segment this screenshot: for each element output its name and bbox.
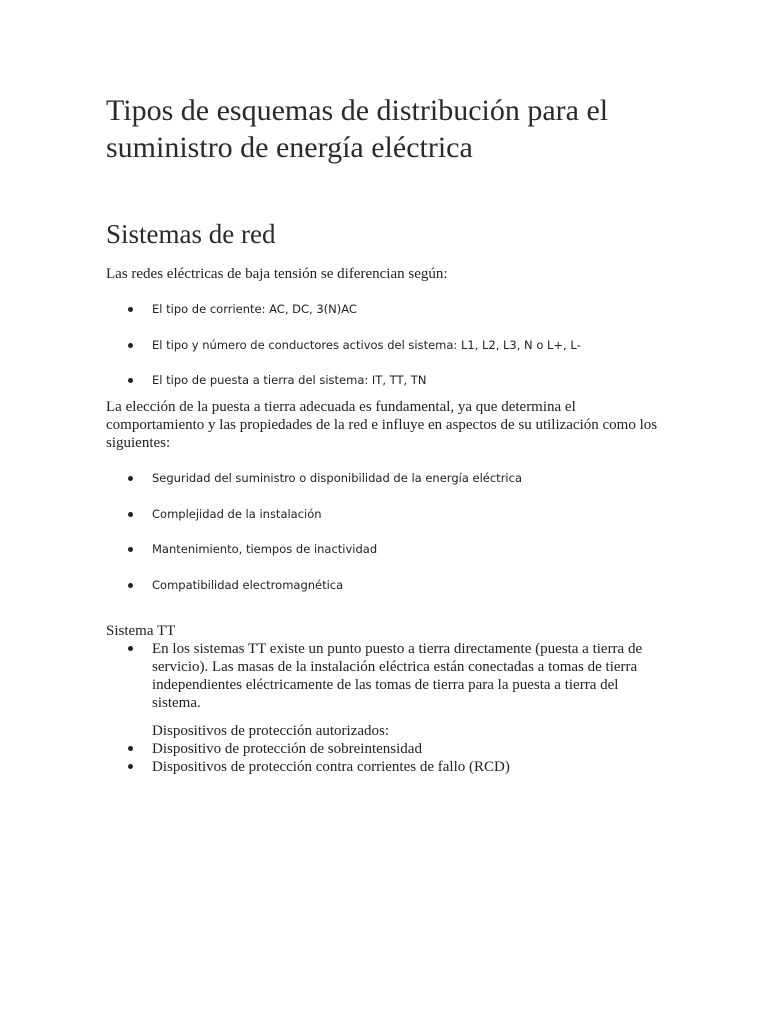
bullet-icon [128,764,133,769]
list-item-text: Complejidad de la instalación [152,506,322,521]
intro-paragraph: Las redes eléctricas de baja tensión se diferencian según: [106,266,448,282]
bullet-icon [128,476,133,481]
bullet-icon [128,512,133,517]
tt-system-description: En los sistemas TT existe un punto puesto a tierra directamente (puesta a tierra de servicio). Las masas de la instalación eléctrica están conectadas a tomas de tierra independientes eléctricamente de las tomas de tierra para la puesta a tierra del sistema. [152,641,643,711]
device-text: Dispositivos de protección contra corrientes de fallo (RCD) [152,759,510,775]
bullet-icon [128,547,133,552]
section-title: Sistemas de red [106,219,276,249]
list-item-text: Compatibilidad electromagnética [152,577,344,592]
list-item-text: Seguridad del suministro o disponibilidad de la energía eléctrica [152,471,522,485]
bullet-icon [128,343,133,348]
document-title: Tipos de esquemas de distribución para el suministro de energía eléctrica [106,94,609,164]
devices-heading: Dispositivos de protección autorizados: [152,723,390,739]
list-item [128,740,658,758]
bullet-icon [128,746,133,751]
grounding-paragraph: La elección de la puesta a tierra adecuada es fundamental, ya que determina el comportamiento y las propiedades de la red e influye en aspectos de su utilización como los siguientes: [106,399,658,451]
device-text: Dispositivo de protección de sobreintensidad [152,741,422,757]
list-item [128,640,658,712]
bullet-icon [128,646,133,651]
list-item-text: El tipo de corriente: AC, DC, 3(N)AC [152,302,357,316]
bullet-icon [128,583,133,588]
list-item-text: Mantenimiento, tiempos de inactividad [152,542,378,556]
tt-system-section [128,640,658,776]
bullet-icon [128,307,133,312]
list-item-text: El tipo y número de conductores activos del sistema: L1, L2, L3, N o L+, L- [152,337,581,352]
list-item [128,758,658,776]
bullet-icon [128,378,133,383]
tt-system-label: Sistema TT [106,623,176,639]
list-item-text: El tipo de puesta a tierra del sistema: IT, TT, TN [152,373,427,387]
